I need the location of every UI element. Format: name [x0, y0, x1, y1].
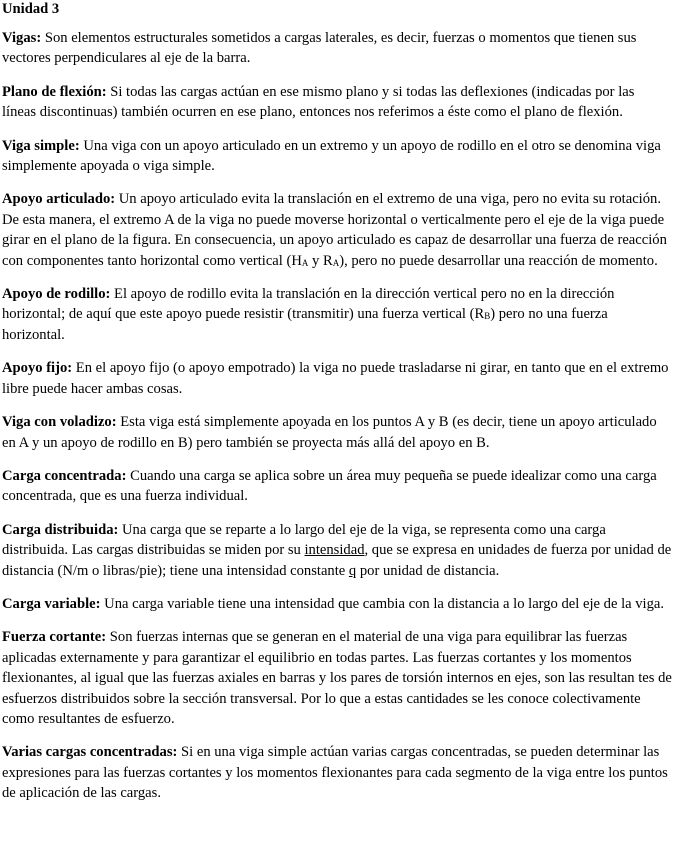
term-label: Varias cargas concentradas:	[2, 744, 178, 761]
definition-plano-de-flexion	[2, 82, 672, 123]
definition-apoyo-articulado	[2, 189, 672, 271]
definition-vigas	[2, 28, 672, 69]
definition-text: Si en una viga simple actúan varias cargas concentradas, se pueden determinar las expresiones para las fuerzas cortantes y los momentos flexionantes para cada segmento de la viga entre los puntos de aplicación de las cargas.	[2, 744, 668, 802]
term-label: Carga variable:	[2, 595, 101, 612]
subscript: A	[332, 257, 340, 268]
definition-apoyo-de-rodillo	[2, 284, 672, 345]
definition-apoyo-fijo	[2, 358, 672, 399]
definition-viga-simple	[2, 136, 672, 177]
definition-text: Son fuerzas internas que se generan en el material de una viga para equilibrar las fuerzas aplicadas externamente y para garantizar el equilibrio en todas partes. Las fuerzas cortantes y los momentos flexionantes, al igual que las fuerzas axiales en barras y los pares de torsión internos en ejes, son las resultan tes de esfuerzos distribuidos sobre la sección transversal. Por lo que a estas cantidades se les conoce colectivamente como resultantes de esfuerzo.	[2, 629, 672, 727]
definition-text: Si todas las cargas actúan en ese mismo plano y si todas las deflexiones (indicadas por las líneas discontinuas) también ocurren en ese plano, entonces nos referimos a éste como el plano de flexión.	[2, 83, 635, 121]
definition-text: El apoyo de rodillo evita la translación en la dirección vertical pero no en la dirección horizontal; de aquí que este apoyo puede resistir (transmitir) una fuerza vertical (R	[2, 286, 615, 323]
page-title: Unidad 3	[2, 1, 60, 17]
term-label: Apoyo fijo:	[2, 360, 73, 377]
definition-text: En el apoyo fijo (o apoyo empotrado) la viga no puede trasladarse ni girar, en tanto que en el extremo libre puede hacer ambas cosas.	[2, 360, 669, 397]
definition-viga-con-voladizo	[2, 412, 672, 453]
definition-text: Cuando una carga se aplica sobre un área muy pequeña se puede idealizar como una carga concentrada, que es una fuerza individual.	[2, 467, 657, 505]
term-label: Apoyo de rodillo:	[2, 286, 111, 303]
underlined-symbol: q	[348, 562, 357, 579]
definition-text: ) pero no una fuerza horizontal.	[2, 306, 608, 343]
definition-carga-variable	[2, 594, 672, 614]
definition-text: , que se expresa en unidades de fuerza por unidad de distancia (N/m o libras/pie); tiene una intensidad constante	[2, 542, 672, 579]
definition-text: Una carga que se reparte a lo largo del eje de la viga, se representa como una carga distribuida. Las cargas distribuidas se miden por su	[2, 521, 606, 559]
definition-text: ), pero no puede desarrollar una reacción de momento.	[339, 252, 658, 269]
subscript: A	[301, 257, 309, 268]
term-label: Carga concentrada:	[2, 467, 127, 484]
subscript: B	[484, 311, 491, 322]
definition-text: Son elementos estructurales sometidos a cargas laterales, es decir, fuerzas o momentos que tienen sus vectores perpendiculares al eje de la barra.	[2, 30, 637, 67]
term-label: Viga simple:	[2, 137, 80, 154]
term-label: Plano de flexión:	[2, 83, 107, 100]
definition-carga-distribuida	[2, 520, 672, 581]
term-label: Fuerza cortante:	[2, 629, 107, 646]
definition-varias-cargas-concentradas	[2, 742, 672, 803]
term-label: Apoyo articulado:	[2, 191, 116, 208]
term-label: Vigas:	[2, 30, 42, 46]
definition-text: Un apoyo articulado evita la translación en el extremo de una viga, pero no evita su rotación. De esta manera, el extremo A de la viga no puede moverse horizontal o verticalmente pero el eje de la viga puede girar en el plano de la figura. En consecuencia, un apoyo articulado es capaz de desarrollar una fuerza de reacción con componentes tanto horizontal como vertical (H	[2, 191, 667, 269]
underlined-term: intensidad	[304, 542, 365, 559]
definition-text: Esta viga está simplemente apoyada en los puntos A y B (es decir, tiene un apoyo articulado en A y un apoyo de rodillo en B) pero también se proyecta más allá del apoyo en B.	[2, 414, 657, 451]
definition-text: Una viga con un apoyo articulado en un extremo y un apoyo de rodillo en el otro se denomina viga simplemente apoyada o viga simple.	[2, 137, 661, 175]
definition-carga-concentrada	[2, 466, 672, 507]
term-label: Viga con voladizo:	[2, 414, 117, 431]
definition-fuerza-cortante	[2, 627, 672, 729]
definition-text: Una carga variable tiene una intensidad que cambia con la distancia a lo largo del eje de la viga.	[100, 595, 665, 612]
definition-text: por unidad de distancia.	[356, 562, 500, 579]
definition-text: y R	[308, 252, 333, 269]
term-label: Carga distribuida:	[2, 521, 119, 538]
